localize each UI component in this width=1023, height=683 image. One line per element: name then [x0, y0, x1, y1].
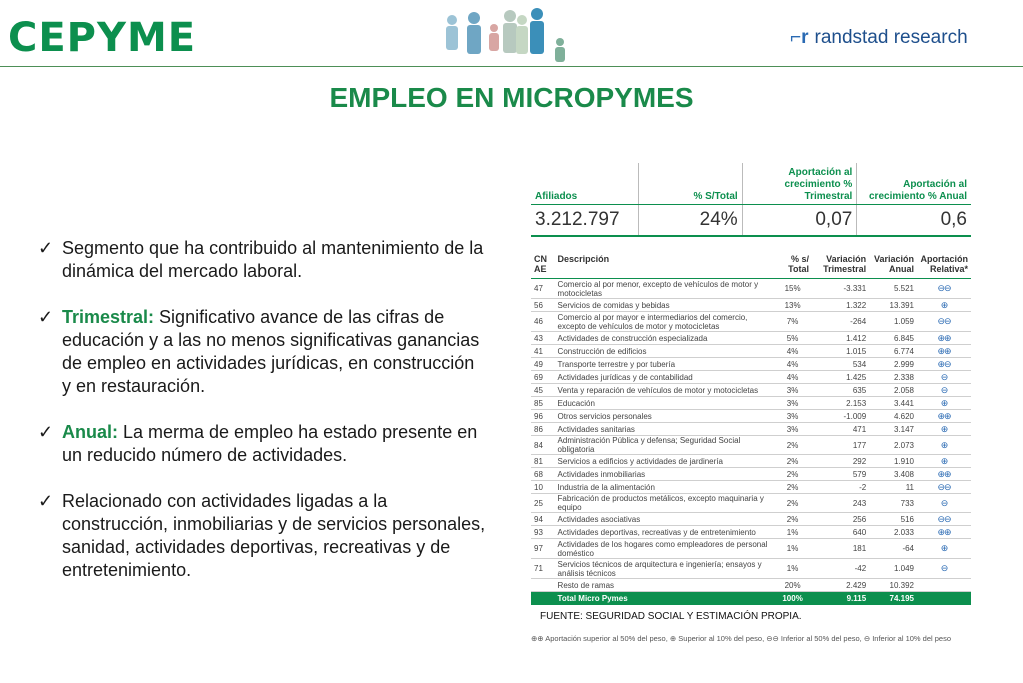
pct-total-cell: 4%: [773, 358, 812, 371]
pct-total-cell: 3%: [773, 410, 812, 423]
cnae-cell: 97: [531, 539, 555, 559]
description-cell: Otros servicios personales: [555, 410, 774, 423]
bullet-list: [38, 237, 488, 605]
relative-contribution-icon: ⊕⊕: [917, 332, 971, 345]
pct-total-cell: 2%: [773, 436, 812, 455]
pct-total-cell: 4%: [773, 345, 812, 358]
table-row: [531, 468, 971, 481]
table-row: [531, 279, 971, 299]
summary-value-cell: 0,6: [857, 205, 971, 237]
cnae-cell: 43: [531, 332, 555, 345]
description-cell: Educación: [555, 397, 774, 410]
quarterly-variation-cell: -3.331: [812, 279, 869, 299]
relative-contribution-icon: ⊖: [917, 559, 971, 579]
detail-header-cell: Aportación Relativa*: [917, 252, 971, 279]
pct-total-cell: 2%: [773, 513, 812, 526]
quarterly-variation-cell: 181: [812, 539, 869, 559]
annual-variation-cell: 2.073: [869, 436, 917, 455]
cnae-cell: 47: [531, 279, 555, 299]
annual-variation-cell: 3.147: [869, 423, 917, 436]
randstad-logo-text: randstad research: [814, 27, 968, 48]
randstad-logo: [790, 27, 968, 49]
detail-header-cell: Variación Anual: [869, 252, 917, 279]
cnae-cell: 84: [531, 436, 555, 455]
quarterly-variation-cell: -2: [812, 481, 869, 494]
description-cell: Transporte terrestre y por tubería: [555, 358, 774, 371]
header-divider: [0, 66, 1023, 67]
table-row: [531, 559, 971, 579]
checkmark-icon: ✓: [38, 307, 54, 327]
table-row: [531, 513, 971, 526]
quarterly-variation-cell: 534: [812, 358, 869, 371]
description-cell: Industria de la alimentación: [555, 481, 774, 494]
bullet-item: [38, 306, 488, 398]
description-cell: Comercio al por menor, excepto de vehículos de motor y motocicletas: [555, 279, 774, 299]
detail-table-body: [531, 279, 971, 606]
relative-contribution-icon: ⊕: [917, 455, 971, 468]
pct-total-cell: 1%: [773, 526, 812, 539]
summary-value-cell: 3.212.797: [531, 205, 638, 237]
detail-header-cell: CN AE: [531, 252, 555, 279]
description-cell: Servicios a edificios y actividades de jardinería: [555, 455, 774, 468]
annual-variation-cell: 2.033: [869, 526, 917, 539]
quarterly-variation-cell: 640: [812, 526, 869, 539]
table-row: [531, 579, 971, 592]
cnae-cell: 56: [531, 299, 555, 312]
pct-total-cell: 3%: [773, 397, 812, 410]
description-cell: Actividades jurídicas y de contabilidad: [555, 371, 774, 384]
cnae-cell: 93: [531, 526, 555, 539]
description-cell: Actividades de los hogares como empleadores de personal doméstico: [555, 539, 774, 559]
cnae-cell: [531, 579, 555, 592]
summary-header-cell: % S/Total: [638, 163, 742, 205]
quarterly-variation-cell: 579: [812, 468, 869, 481]
summary-header-cell: Aportación al crecimiento % Trimestral: [742, 163, 857, 205]
cepyme-logo: CEPYME: [8, 15, 197, 61]
relative-contribution-icon: ⊕⊕: [917, 468, 971, 481]
table-row: [531, 371, 971, 384]
description-cell: Actividades de construcción especializada: [555, 332, 774, 345]
relative-contribution-icon: [917, 579, 971, 592]
pct-total-cell: 15%: [773, 279, 812, 299]
cnae-cell: 81: [531, 455, 555, 468]
randstad-mark-icon: ⌐r: [790, 27, 809, 48]
table-row: [531, 299, 971, 312]
quarterly-variation-cell: 2.429: [812, 579, 869, 592]
annual-variation-cell: 5.521: [869, 279, 917, 299]
cnae-cell: 71: [531, 559, 555, 579]
quarterly-variation-cell: 1.015: [812, 345, 869, 358]
table-row: [531, 494, 971, 513]
relative-contribution-icon: ⊖: [917, 371, 971, 384]
checkmark-icon: ✓: [38, 491, 54, 511]
table-row: [531, 384, 971, 397]
checkmark-icon: ✓: [38, 422, 54, 442]
cnae-cell: 10: [531, 481, 555, 494]
table-row: [531, 358, 971, 371]
pct-total-cell: 2%: [773, 481, 812, 494]
bullet-text: Relacionado con actividades ligadas a la construcción, inmobiliarias y de servicios personales, sanidad, actividades deportivas, recreativas y de entretenimiento.: [62, 491, 486, 580]
annual-variation-cell: 3.408: [869, 468, 917, 481]
summary-header-cell: Aportación al crecimiento % Anual: [857, 163, 971, 205]
quarterly-variation-cell: 1.425: [812, 371, 869, 384]
quarterly-variation-cell: 256: [812, 513, 869, 526]
bullet-label: Trimestral:: [62, 307, 155, 327]
description-cell: Resto de ramas: [555, 579, 774, 592]
description-cell: Actividades asociativas: [555, 513, 774, 526]
annual-variation-cell: 1.049: [869, 559, 917, 579]
legend-note: ⊕⊕ Aportación superior al 50% del peso, ⊕ Superior al 10% del peso, ⊖⊖ Inferior al 50% del peso, ⊖ Inferior al 10% del peso: [531, 634, 952, 643]
table-row: [531, 481, 971, 494]
pct-total-cell: 1%: [773, 539, 812, 559]
relative-contribution-icon: ⊕⊕: [917, 410, 971, 423]
pct-total-cell: 5%: [773, 332, 812, 345]
quarterly-variation-cell: -42: [812, 559, 869, 579]
pct-total-cell: 3%: [773, 384, 812, 397]
pct-total-cell: 1%: [773, 559, 812, 579]
description-cell: Comercio al por mayor e intermediarios del comercio, excepto de vehículos de motor y motocicletas: [555, 312, 774, 332]
pct-total-cell: 7%: [773, 312, 812, 332]
annual-variation-cell: 1.910: [869, 455, 917, 468]
relative-contribution-icon: ⊕: [917, 397, 971, 410]
cnae-cell: 49: [531, 358, 555, 371]
description-cell: Actividades deportivas, recreativas y de entretenimiento: [555, 526, 774, 539]
summary-header-cell: Afiliados: [531, 163, 638, 205]
pct-total-cell: 2%: [773, 494, 812, 513]
cnae-cell: 85: [531, 397, 555, 410]
annual-variation-cell: 4.620: [869, 410, 917, 423]
total-label-cell: Total Micro Pymes: [555, 592, 774, 606]
quarterly-variation-cell: -264: [812, 312, 869, 332]
relative-contribution-icon: ⊖⊖: [917, 279, 971, 299]
total-spacer-cell: [917, 592, 971, 606]
total-annual-cell: 74.195: [869, 592, 917, 606]
total-pct-cell: 100%: [773, 592, 812, 606]
annual-variation-cell: 2.999: [869, 358, 917, 371]
page-title: EMPLEO EN MICROPYMES: [329, 82, 694, 113]
summary-value-cell: 0,07: [742, 205, 857, 237]
annual-variation-cell: 1.059: [869, 312, 917, 332]
quarterly-variation-cell: 2.153: [812, 397, 869, 410]
description-cell: Actividades inmobiliarias: [555, 468, 774, 481]
table-row: [531, 332, 971, 345]
cnae-cell: 68: [531, 468, 555, 481]
quarterly-variation-cell: 292: [812, 455, 869, 468]
relative-contribution-icon: ⊕: [917, 299, 971, 312]
cnae-cell: 45: [531, 384, 555, 397]
annual-variation-cell: -64: [869, 539, 917, 559]
description-cell: Servicios de comidas y bebidas: [555, 299, 774, 312]
table-row: [531, 397, 971, 410]
detail-header-cell: % s/ Total: [773, 252, 812, 279]
cnae-cell: 86: [531, 423, 555, 436]
quarterly-variation-cell: 177: [812, 436, 869, 455]
annual-variation-cell: 10.392: [869, 579, 917, 592]
relative-contribution-icon: ⊕: [917, 436, 971, 455]
relative-contribution-icon: ⊖: [917, 494, 971, 513]
annual-variation-cell: 2.058: [869, 384, 917, 397]
annual-variation-cell: 13.391: [869, 299, 917, 312]
description-cell: Construcción de edificios: [555, 345, 774, 358]
annual-variation-cell: 2.338: [869, 371, 917, 384]
relative-contribution-icon: ⊕⊕: [917, 526, 971, 539]
cnae-cell: 25: [531, 494, 555, 513]
family-illustration-icon: [440, 6, 580, 64]
bullet-label: Anual:: [62, 422, 118, 442]
description-cell: Fabricación de productos metálicos, excepto maquinaria y equipo: [555, 494, 774, 513]
table-row: [531, 539, 971, 559]
relative-contribution-icon: ⊖⊖: [917, 481, 971, 494]
detail-header-cell: Variación Trimestral: [812, 252, 869, 279]
relative-contribution-icon: ⊖: [917, 384, 971, 397]
relative-contribution-icon: ⊕: [917, 423, 971, 436]
summary-values-row: [531, 205, 971, 237]
quarterly-variation-cell: 1.412: [812, 332, 869, 345]
table-row: [531, 345, 971, 358]
checkmark-icon: ✓: [38, 238, 54, 258]
cnae-cell: 94: [531, 513, 555, 526]
total-quarterly-cell: 9.115: [812, 592, 869, 606]
annual-variation-cell: 516: [869, 513, 917, 526]
quarterly-variation-cell: 1.322: [812, 299, 869, 312]
annual-variation-cell: 733: [869, 494, 917, 513]
relative-contribution-icon: ⊖⊖: [917, 513, 971, 526]
detail-header-row: [531, 252, 971, 279]
quarterly-variation-cell: -1.009: [812, 410, 869, 423]
relative-contribution-icon: ⊕: [917, 539, 971, 559]
bullet-text: Significativo avance de las cifras de educación y a las no menos significativas ganancias de empleo en actividades jurídicas, en construcción y en restauración.: [62, 307, 480, 396]
annual-variation-cell: 6.845: [869, 332, 917, 345]
relative-contribution-icon: ⊖⊖: [917, 312, 971, 332]
description-cell: Administración Pública y defensa; Seguridad Social obligatoria: [555, 436, 774, 455]
cnae-cell: 41: [531, 345, 555, 358]
bullet-text: La merma de empleo ha estado presente en un reducido número de actividades.: [62, 422, 478, 465]
source-note: FUENTE: SEGURIDAD SOCIAL Y ESTIMACIÓN PROPIA.: [540, 611, 802, 622]
summary-header-row: [531, 163, 971, 205]
summary-table: [531, 163, 971, 237]
description-cell: Actividades sanitarias: [555, 423, 774, 436]
annual-variation-cell: 11: [869, 481, 917, 494]
annual-variation-cell: 3.441: [869, 397, 917, 410]
table-row: [531, 526, 971, 539]
pct-total-cell: 3%: [773, 423, 812, 436]
bullet-item: [38, 237, 488, 283]
annual-variation-cell: 6.774: [869, 345, 917, 358]
pct-total-cell: 2%: [773, 455, 812, 468]
pct-total-cell: 20%: [773, 579, 812, 592]
relative-contribution-icon: ⊕⊕: [917, 345, 971, 358]
bullet-item: [38, 421, 488, 467]
cnae-cell: 46: [531, 312, 555, 332]
description-cell: Servicios técnicos de arquitectura e ingeniería; ensayos y análisis técnicos: [555, 559, 774, 579]
quarterly-variation-cell: 243: [812, 494, 869, 513]
cnae-cell: 96: [531, 410, 555, 423]
summary-value-cell: 24%: [638, 205, 742, 237]
table-row: [531, 312, 971, 332]
table-row: [531, 410, 971, 423]
quarterly-variation-cell: 635: [812, 384, 869, 397]
bullet-item: [38, 490, 488, 582]
detail-table: [531, 252, 971, 605]
pct-total-cell: 13%: [773, 299, 812, 312]
total-spacer-cell: [531, 592, 555, 606]
quarterly-variation-cell: 471: [812, 423, 869, 436]
pct-total-cell: 2%: [773, 468, 812, 481]
pct-total-cell: 4%: [773, 371, 812, 384]
total-row: [531, 592, 971, 606]
cnae-cell: 69: [531, 371, 555, 384]
relative-contribution-icon: ⊕⊖: [917, 358, 971, 371]
table-row: [531, 436, 971, 455]
description-cell: Venta y reparación de vehículos de motor y motocicletas: [555, 384, 774, 397]
bullet-text: Segmento que ha contribuido al mantenimiento de la dinámica del mercado laboral.: [62, 238, 484, 281]
detail-header-cell: Descripción: [555, 252, 774, 279]
table-row: [531, 423, 971, 436]
table-row: [531, 455, 971, 468]
